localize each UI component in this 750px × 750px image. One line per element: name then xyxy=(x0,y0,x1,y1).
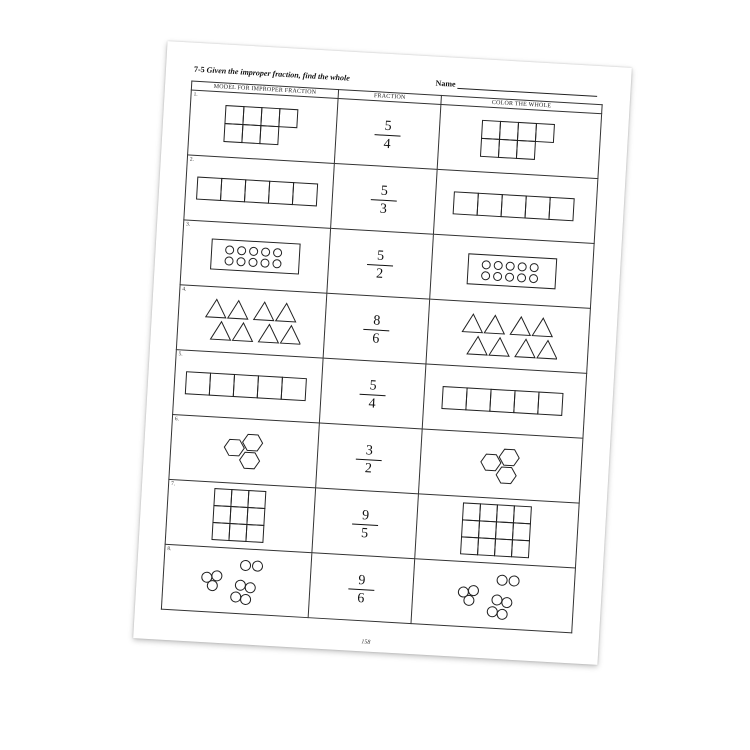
grid-squares-whole[interactable] xyxy=(476,118,562,165)
denominator: 4 xyxy=(383,136,391,152)
circle-clusters-model xyxy=(195,555,278,608)
name-line[interactable] xyxy=(457,88,597,97)
row-of-squares-whole[interactable] xyxy=(450,189,581,224)
row-of-squares-whole[interactable] xyxy=(439,383,570,418)
triangles-whole[interactable] xyxy=(457,311,559,361)
grid-squares-whole[interactable] xyxy=(457,501,536,561)
grid-squares-model xyxy=(220,103,306,150)
title-text: Given the improper fraction, find the whole xyxy=(206,65,351,83)
hexagons-whole[interactable] xyxy=(474,444,528,489)
model-cell xyxy=(180,220,330,293)
fraction xyxy=(366,247,394,281)
color-whole-cell[interactable] xyxy=(415,494,579,568)
fraction xyxy=(370,183,398,217)
fraction xyxy=(362,312,390,346)
model-cell xyxy=(165,479,315,552)
color-whole-cell[interactable] xyxy=(430,234,594,308)
denominator: 5 xyxy=(360,525,369,541)
numerator: 3 xyxy=(365,442,374,459)
header-color-whole: COLOR THE WHOLE xyxy=(441,95,602,113)
worksheet-page xyxy=(133,41,632,665)
model-cell xyxy=(173,350,323,423)
title-number: 7-5 xyxy=(193,64,205,75)
row-label: 2. xyxy=(189,156,195,163)
color-whole-cell[interactable] xyxy=(437,104,601,178)
fraction-cell xyxy=(331,163,438,234)
row-of-squares-model xyxy=(182,369,313,404)
numerator: 5 xyxy=(380,183,389,199)
name-field[interactable] xyxy=(435,79,597,97)
row-of-squares-model xyxy=(193,174,324,209)
model-cell xyxy=(184,155,334,228)
row-label: 3. xyxy=(185,221,191,228)
denominator: 2 xyxy=(375,266,384,282)
fraction xyxy=(355,442,383,476)
row-label: 1. xyxy=(193,91,198,98)
model-cell xyxy=(169,415,319,488)
row-label: 8. xyxy=(167,545,172,553)
fraction-cell xyxy=(312,488,419,559)
numerator: 5 xyxy=(376,248,385,264)
numerator: 9 xyxy=(357,572,366,588)
worksheet-title xyxy=(194,65,350,83)
numerator: 5 xyxy=(384,118,393,134)
header-model: MODEL FOR IMPROPER FRACTION xyxy=(191,81,338,98)
color-whole-cell[interactable] xyxy=(433,169,597,243)
model-cell xyxy=(161,544,311,617)
name-label: Name xyxy=(435,78,456,89)
circles-in-box-whole[interactable] xyxy=(465,252,559,291)
fraction xyxy=(374,118,402,152)
fraction-cell xyxy=(327,228,434,299)
hexagons-model xyxy=(217,429,271,474)
color-whole-cell[interactable] xyxy=(426,299,590,373)
color-whole-cell[interactable] xyxy=(418,429,582,503)
fraction-cell xyxy=(323,293,430,364)
row-label: 4. xyxy=(182,286,187,293)
denominator: 3 xyxy=(379,201,388,217)
fraction xyxy=(359,377,387,411)
fraction-cell xyxy=(316,423,423,494)
row-label: 7. xyxy=(170,481,176,488)
numerator: 5 xyxy=(369,377,378,394)
header-fraction: FRACTION xyxy=(338,90,441,105)
denominator: 6 xyxy=(371,330,380,347)
numerator: 9 xyxy=(361,507,370,523)
fraction xyxy=(347,572,375,606)
model-cell xyxy=(176,285,326,358)
denominator: 4 xyxy=(368,395,377,412)
fraction-cell xyxy=(308,553,415,624)
denominator: 6 xyxy=(356,590,365,606)
color-whole-cell[interactable] xyxy=(411,559,575,633)
circle-clusters-whole[interactable] xyxy=(452,570,535,623)
circles-in-box-model xyxy=(208,237,302,276)
fraction xyxy=(351,507,379,541)
row-label: 5. xyxy=(178,351,183,358)
page-number: 158 xyxy=(361,639,371,646)
denominator: 2 xyxy=(364,460,373,477)
model-cell xyxy=(188,90,338,163)
fraction-cell xyxy=(319,358,426,429)
numerator: 8 xyxy=(372,312,381,329)
fraction-cell xyxy=(334,99,441,170)
grid-squares-model xyxy=(209,486,272,545)
worksheet-table xyxy=(161,78,603,634)
color-whole-cell[interactable] xyxy=(422,364,586,438)
row-label: 6. xyxy=(174,416,180,423)
triangles-model xyxy=(200,297,302,347)
